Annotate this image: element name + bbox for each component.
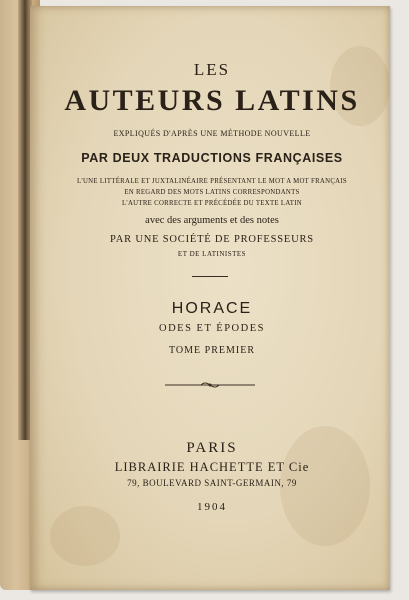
publication-year: 1904: [197, 501, 227, 513]
volume-label: TOME PREMIER: [169, 345, 255, 356]
latinists-line: ET DE LATINISTES: [177, 250, 247, 258]
book-title: AUTEURS LATINS: [64, 84, 360, 117]
society-line: PAR UNE SOCIÉTÉ DE PROFESSEURS: [110, 234, 314, 245]
author-name: HORACE: [171, 300, 253, 317]
work-title: ODES ET ÉPODES: [159, 323, 265, 334]
city: PARIS: [186, 440, 238, 456]
description-line: L'AUTRE CORRECTE ET PRÉCÉDÉE DU TEXTE LATIN: [121, 200, 302, 207]
publisher-address: 79, BOULEVARD SAINT-GERMAIN, 79: [127, 478, 297, 488]
description-line: EN REGARD DES MOTS LATINS CORRESPONDANTS: [124, 189, 300, 196]
publisher: LIBRAIRIE HACHETTE ET Cie: [114, 460, 310, 474]
method-subtitle: EXPLIQUÉS D'APRÈS UNE MÉTHODE NOUVELLE: [113, 129, 311, 138]
notes-line: avec des arguments et des notes: [145, 215, 279, 226]
ornament-divider: [165, 380, 255, 390]
title-page-text: [32, 0, 392, 600]
divider-rule: [192, 276, 228, 277]
translations-heading: PAR DEUX TRADUCTIONS FRANÇAISES: [81, 151, 343, 165]
title-prefix: LES: [193, 60, 231, 79]
description-line: L'UNE LITTÉRALE ET JUXTALINÉAIRE PRÉSENTANT LE MOT A MOT FRANÇAIS: [76, 178, 348, 185]
